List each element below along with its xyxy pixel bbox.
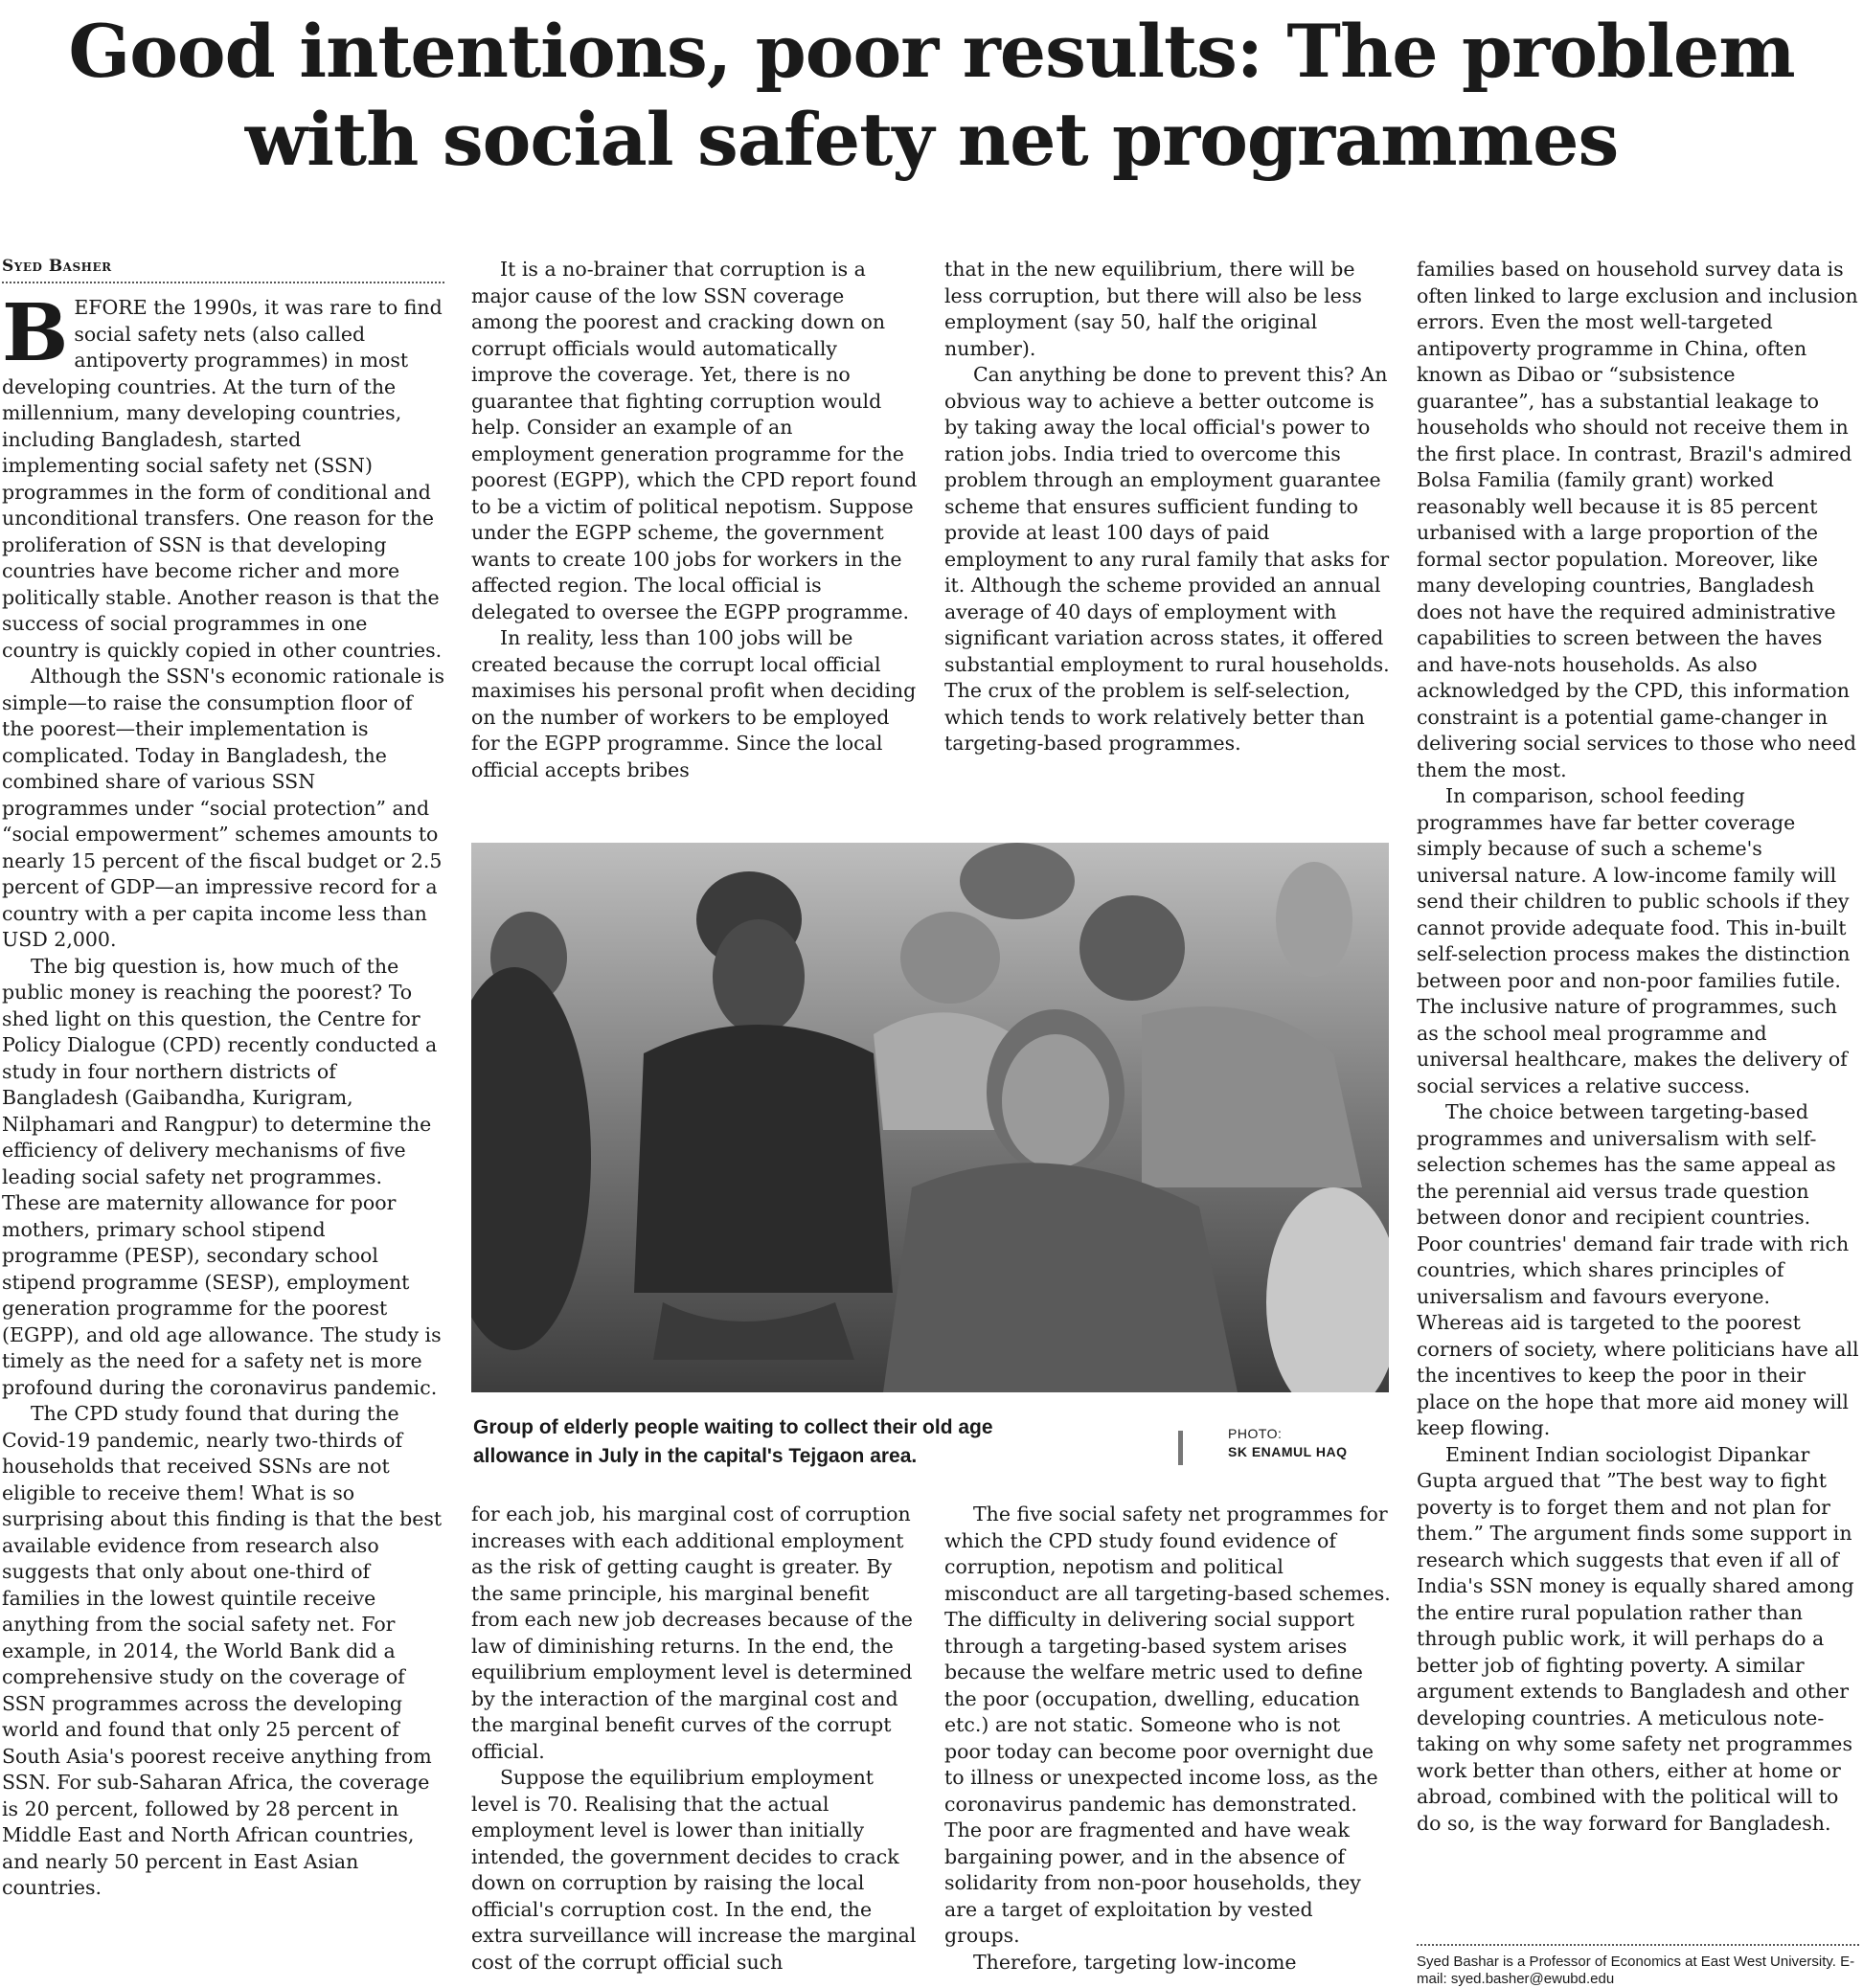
headline-line-1: Good intentions, poor results: The problem <box>68 9 1795 94</box>
article-column-4 <box>1417 257 1859 1837</box>
paragraph: The big question is, how much of the public money is reaching the poorest? To shed light on this question, the Centre for Policy Dialogue (CPD) recently conducted a study in four northern districts of Bangladesh (Gaibandha, Kurigram, Nilphamari and Rangpur) to determine the efficiency of delivery mechanisms of five leading social safety net programmes. These are maternity allowance for poor mothers, primary school stipend programme (PESP), secondary school stipend programme (SESP), employment generation programme for the poorest (EGPP), and old age allowance. The study is timely as the need for a safety net is more profound during the coronavirus pandemic. <box>2 954 442 1399</box>
paragraph: Therefore, targeting low-income <box>973 1950 1297 1974</box>
photo-caption: Group of elderly people waiting to collect their old age allowance in July in the capital's Tejgaon area. <box>473 1416 993 1467</box>
article-column-3-bottom <box>944 1502 1391 1976</box>
photo-credit-name: SK ENAMUL HAQ <box>1228 1444 1348 1459</box>
paragraph: The choice between targeting-based programmes and universalism with self-selection schemes has the same appeal as the perennial aid versus trade question between donor and recipient countries. Poor countries' demand fair trade with rich countries, which shares principles of universalism and favours everyone. Whereas aid is targeted to the poorest corners of society, where politicians have all the incentives to keep the poor in their place on the hope that more aid money will keep flowing. <box>1417 1100 1859 1439</box>
byline: Syed Basher <box>2 257 444 283</box>
paragraph: Can anything be done to prevent this? An obvious way to achieve a better outcome is by taking away the local official's power to ration jobs. India tried to overcome this problem through an employment guarantee scheme that ensures sufficient funding to provide at least 100 days of paid employment to any rural family that asks for it. Although the scheme provided an annual average of 40 days of employment with significant variation across states, it offered substantial employment to rural households. The crux of the problem is self-selection, which tends to work relatively better than targeting-based programmes. <box>944 363 1390 755</box>
paragraph: Although the SSN's economic rationale is simple—to raise the consumption floor of the poorest—their implementation is complicated. Today in Bangladesh, the combined share of various SSN programmes under “social protection” and “social empowerment” schemes amounts to nearly 15 percent of the fiscal budget or 2.5 percent of GDP—an impressive record for a country with a per capita income less than USD 2,000. <box>2 665 444 951</box>
paragraph: Eminent Indian sociologist Dipankar Gupta argued that ”The best way to fight poverty is to forget them and not plan for them.” The argument finds some support in research which suggests that even if all of India's SSN money is equally shared among the entire rural population rather than through public work, it will perhaps do a better job of fighting poverty. A similar argument extends to Bangladesh and other developing countries. A meticulous note-taking on why some safety net programmes work better than others, either at home or abroad, combined with the political will to do so, is the way forward for Bangladesh. <box>1417 1442 1854 1835</box>
paragraph: for each job, his marginal cost of corruption increases with each additional employment as the risk of getting caught is greater. By the same principle, his marginal benefit from each new job decreases because of the law of diminishing returns. In the end, the equilibrium employment level is determined by the interaction of the marginal cost and the marginal benefit curves of the corrupt official. <box>471 1502 913 1763</box>
paragraph: In comparison, school feeding programmes have far better coverage simply because of such a scheme's universal nature. A low-income family will send their children to public schools if they cannot provide adequate food. This in-built self-selection process makes the distinction between poor and non-poor families futile. The inclusive nature of programmes, such as the school meal programme and universal healthcare, makes the delivery of social services a relative success. <box>1417 784 1851 1097</box>
paragraph: BEFORE the 1990s, it was rare to find social safety nets (also called antipoverty programmes) in most developing countries. At the turn of the millennium, many developing countries, including Bangladesh, started implementing social safety net (SSN) programmes in the form of conditional and unconditional transfers. One reason for the proliferation of SSN is that developing countries have become richer and more politically stable. Another reason is that the success of social programmes in one country is quickly copied in other countries. <box>2 287 443 662</box>
paragraph: The five social safety net programmes for which the CPD study found evidence of corruption, nepotism and political misconduct are all targeting-based schemes. The difficulty in delivering social support through a targeting-based system arises because the welfare metric used to define the poor (occupation, dwelling, education etc.) are not static. Someone who is not poor today can become poor overnight due to illness or unexpected income loss, as the coronavirus pandemic has demonstrated. The poor are fragmented and have weak bargaining power, and in the absence of solidarity from non-poor households, they are a target of exploitation by vested groups. <box>944 1502 1391 1947</box>
credit-divider <box>1178 1431 1183 1465</box>
photo-placeholder-illustration <box>471 843 1389 1392</box>
photo-credit <box>1228 1425 1391 1461</box>
article-column-3-top <box>944 257 1391 757</box>
paragraph: Suppose the equilibrium employment level is 70. Realising that the actual employment level is lower than initially intended, the government decides to crack down on corruption by raising the local official's corruption cost. In the end, the extra surveillance will increase the marginal cost of the corrupt official such <box>471 1766 917 1974</box>
article-column-2-top <box>471 257 918 783</box>
news-photo <box>471 843 1389 1392</box>
article-column-2-bottom <box>471 1502 918 1976</box>
headline-line-2: with social safety net programmes <box>244 97 1619 182</box>
headline <box>0 8 1863 184</box>
author-note: Syed Bashar is a Professor of Economics at East West University. E-mail: syed.basher@ewubd.edu <box>1417 1944 1859 1988</box>
paragraph: It is a no-brainer that corruption is a major cause of the low SSN coverage among the poorest and cracking down on corrupt officials would automatically improve the coverage. Yet, there is no guarantee that fighting corruption would help. Consider an example of an employment generation programme for the poorest (EGPP), which the CPD report found to be a victim of political nepotism. Suppose under the EGPP scheme, the government wants to create 100 jobs for workers in the affected region. The local official is delegated to oversee the EGPP programme. <box>471 258 918 623</box>
paragraph: The CPD study found that during the Covid-19 pandemic, nearly two-thirds of households that received SSNs are not eligible to receive them! What is so surprising about this finding is that the best available evidence from research also suggests that only about one-third of families in the lowest quintile receive anything from the social safety net. For example, in 2014, the World Bank did a comprehensive study on the coverage of SSN programmes across the developing world and found that only 25 percent of South Asia's poorest receive anything from SSN. For sub-Saharan Africa, the coverage is 20 percent, followed by 28 percent in Middle East and North African countries, and nearly 50 percent in East Asian countries. <box>2 1402 443 1899</box>
paragraph: that in the new equilibrium, there will be less corruption, but there will also be less employment (say 50, half the original number). <box>944 258 1362 360</box>
photo-credit-label: PHOTO: <box>1228 1426 1283 1441</box>
article-column-1 <box>2 287 444 1902</box>
drop-cap: B <box>2 287 69 379</box>
paragraph: In reality, less than 100 jobs will be created because the corrupt local official maximises his personal profit when deciding on the number of workers to be employed for the EGPP programme. Since the local official accepts bribes <box>471 626 917 781</box>
paragraph: families based on household survey data is often linked to large exclusion and inclusion errors. Even the most well-targeted antipoverty programme in China, often known as Dibao or “subsistence guarantee”, has a substantial leakage to households who should not receive them in the first place. In contrast, Brazil's admired Bolsa Familia (family grant) worked reasonably well because it is 85 percent urbanised with a large proportion of the formal sector population. Moreover, like many developing countries, Bangladesh does not have the required administrative capabilities to screen between the haves and have-nots households. As also acknowledged by the CPD, this information constraint is a potential game-changer in delivering social services to those who need them the most. <box>1417 258 1858 781</box>
